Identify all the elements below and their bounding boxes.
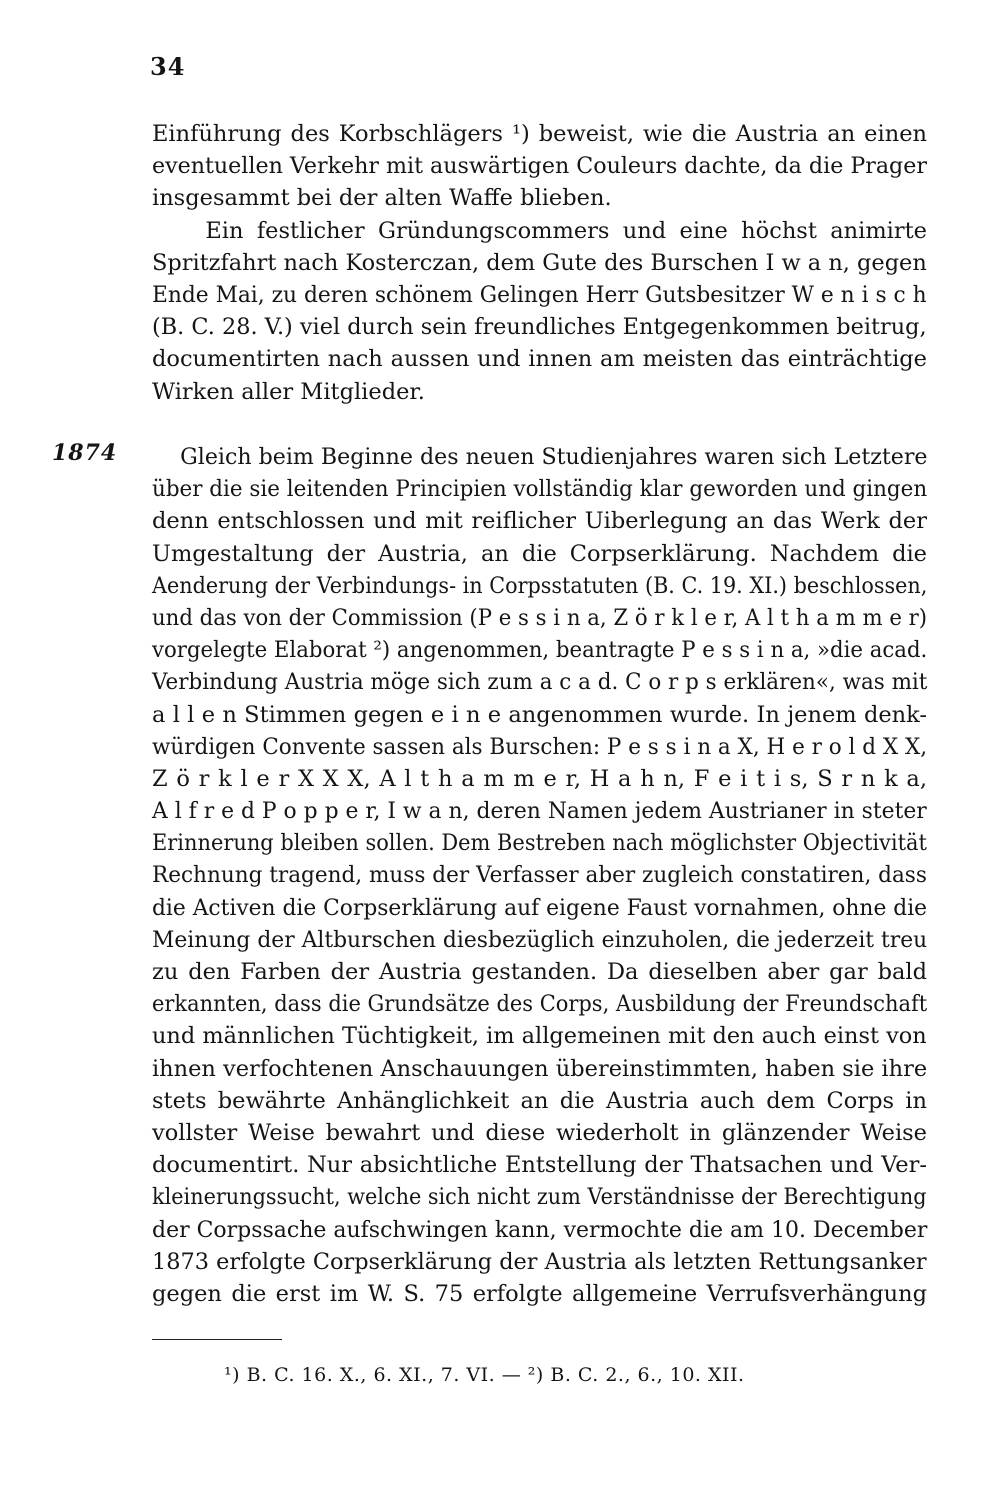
- text-line: stets bewährte Anhänglichkeit an die Austria auch dem Corps in: [152, 1087, 927, 1114]
- text-line: a l l e n Stimmen gegen e i n e angenommen wurde. In jenem denk-: [152, 701, 927, 728]
- text-line: Umgestaltung der Austria, an die Corpserklärung. Nachdem die: [152, 540, 927, 567]
- footnote-divider: [152, 1339, 282, 1340]
- text-line: A l f r e d P o p p e r, I w a n, deren Namen jedem Austrianer in steter: [152, 798, 927, 825]
- text-line: zu den Farben der Austria gestanden. Da dieselben aber gar bald: [152, 959, 927, 985]
- text-line: documentirt. Nur absichtliche Entstellung der Thatsachen und Ver-: [152, 1152, 927, 1179]
- text-line: ihnen verfochtenen Anschauungen übereinstimmten, haben sie ihre: [152, 1055, 928, 1082]
- text-line: Ende Mai, zu deren schönem Gelingen Herr Gutsbesitzer W e n i s c h: [152, 281, 927, 308]
- text-line: Ein festlicher Gründungscommers und eine höchst animirte: [152, 217, 927, 244]
- text-line: denn entschlossen und mit reiflicher Uiberlegung an das Werk der: [152, 508, 927, 535]
- text-line: insgesammt bei der alten Waffe blieben.: [152, 185, 612, 212]
- text-line: würdigen Convente sassen als Burschen: P e s s i n a X, H e r o l d X X,: [152, 733, 928, 760]
- text-line: über die sie leitenden Principien vollständig klar geworden und gingen: [152, 476, 928, 503]
- text-line: Verbindung Austria möge sich zum a c a d. C o r p s erklären«, was mit: [152, 669, 928, 696]
- text-line: Erinnerung bleiben sollen. Dem Bestreben nach möglichster Objectivität: [152, 830, 927, 857]
- text-line: Z ö r k l e r X X X, A l t h a m m e r, H a h n, F e i t i s, S r n k a,: [152, 765, 927, 792]
- text-line: Gleich beim Beginne des neuen Studienjahres waren sich Letztere: [152, 444, 928, 470]
- text-line: Meinung der Altburschen diesbezüglich einzuholen, die jederzeit treu: [152, 926, 928, 953]
- text-line: kleinerungssucht, welche sich nicht zum Verständnisse der Berechtigung: [152, 1184, 927, 1211]
- footnotes: ¹) B. C. 16. X., 6. XI., 7. VI. — ²) B. C. 2., 6., 10. XII.: [224, 1364, 745, 1386]
- text-line: Wirken aller Mitglieder.: [152, 378, 425, 405]
- page-number: 34: [150, 52, 186, 81]
- text-line: und das von der Commission (P e s s i n a, Z ö r k l e r, A l t h a m m e r): [152, 604, 928, 631]
- paragraph-1: [152, 118, 927, 408]
- text-line: vollster Weise bewahrt und diese wiederholt in glänzender Weise: [152, 1119, 927, 1146]
- text-line: 1873 erfolgte Corpserklärung der Austria als letzten Rettungsanker: [152, 1248, 927, 1275]
- text-line: erkannten, dass die Grundsätze des Corps, Ausbildung der Freundschaft: [152, 991, 928, 1018]
- text-line: vorgelegte Elaborat ²) angenommen, beantragte P e s s i n a, »die acad.: [152, 637, 928, 664]
- text-line: gegen die erst im W. S. 75 erfolgte allgemeine Verrufsverhängung: [152, 1280, 927, 1307]
- text-line: (B. C. 28. V.) viel durch sein freundliches Entgegenkommen beitrug,: [152, 314, 927, 341]
- text-line: eventuellen Verkehr mit auswärtigen Couleurs dachte, da die Prager: [152, 153, 927, 180]
- text-line: documentirten nach aussen und innen am meisten das einträchtige: [152, 346, 927, 373]
- text-line: Einführung des Korbschlägers ¹) beweist, wie die Austria an einen: [152, 121, 927, 147]
- margin-year: 1874: [52, 440, 118, 466]
- paragraph-2: [152, 441, 927, 1310]
- text-line: Aenderung der Verbindungs- in Corpsstatuten (B. C. 19. XI.) beschlossen,: [152, 572, 928, 599]
- text-line: Rechnung tragend, muss der Verfasser aber zugleich constatiren, dass: [152, 862, 927, 889]
- text-line: die Activen die Corpserklärung auf eigene Faust vornahmen, ohne die: [152, 894, 928, 921]
- text-line: Spritzfahrt nach Kosterczan, dem Gute des Burschen I w a n, gegen: [152, 249, 927, 276]
- text-line: und männlichen Tüchtigkeit, im allgemeinen mit den auch einst von: [152, 1023, 927, 1050]
- text-line: der Corpssache aufschwingen kann, vermochte die am 10. December: [152, 1216, 928, 1243]
